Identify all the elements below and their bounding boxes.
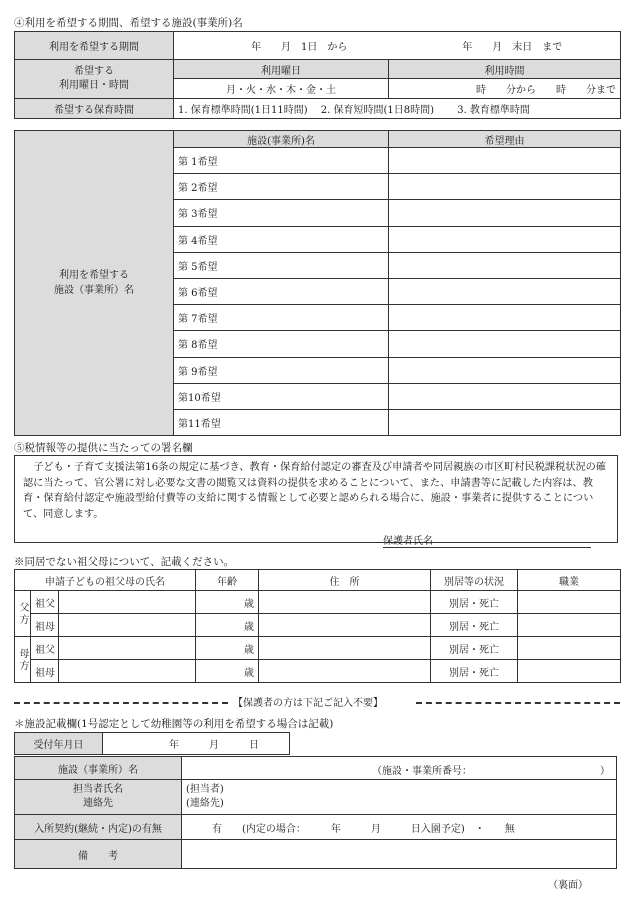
divider-label: 【保護者の方は下記ご記入不要】 <box>231 694 385 709</box>
hours-header: 利用時間 <box>389 60 621 79</box>
facility-info-table <box>14 756 617 869</box>
received-label: 受付年月日 <box>15 733 103 755</box>
remarks-field[interactable] <box>182 840 617 869</box>
grandmother-label: 祖母 <box>31 614 59 637</box>
name-field[interactable] <box>59 614 196 637</box>
choice-label[interactable]: 第10希望 <box>174 383 389 409</box>
choice-reason-field[interactable] <box>389 357 621 383</box>
choice-reason-field[interactable] <box>389 331 621 357</box>
care-time-options[interactable]: 1. 保育標準時間(1日11時間) 2. 保育短時間(1日8時間) 3. 教育標準時間 <box>174 99 621 119</box>
choice-reason-field[interactable] <box>389 226 621 252</box>
period-to-field[interactable]: 年 月 末日 まで <box>389 32 621 60</box>
days-label: 希望する 利用曜日・時間 <box>15 60 174 99</box>
name-field[interactable] <box>59 591 196 614</box>
header-address: 住 所 <box>259 570 431 591</box>
choice-reason-field[interactable] <box>389 409 621 435</box>
section5-title: ⑤税情報等の提供に当たっての署名欄 <box>14 442 193 454</box>
header-occupation: 職業 <box>518 570 621 591</box>
period-from-field[interactable]: 年 月 1日 から <box>174 32 389 60</box>
reason-header: 希望理由 <box>389 131 621 148</box>
grandmother-label: 祖母 <box>31 660 59 683</box>
grandparents-title: ※同居でない祖父母について、記載ください。 <box>14 556 235 568</box>
choice-reason-field[interactable] <box>389 278 621 304</box>
facility-name-field[interactable] <box>182 757 617 780</box>
received-date-table <box>14 732 290 755</box>
facility-label: 利用を希望する 施設（事業所）名 <box>15 131 174 436</box>
guardian-signature-field[interactable] <box>383 532 591 548</box>
occupation-field[interactable] <box>518 660 621 683</box>
header-age: 年齢 <box>196 570 259 591</box>
occupation-field[interactable] <box>518 614 621 637</box>
divider-line-left <box>14 702 228 704</box>
contract-label: 入所契約(継続・内定)の有無 <box>15 815 182 840</box>
hours-field[interactable]: 時 分から 時 分まで <box>389 79 621 99</box>
mother-side-label: 母方 <box>15 637 31 683</box>
contact-field[interactable]: (担当者) (連絡先) <box>182 780 617 815</box>
period-label: 利用を希望する期間 <box>15 32 174 60</box>
father-side-label: 父方 <box>15 591 31 637</box>
section4-title: ④利用を希望する期間、希望する施設(事業所)名 <box>14 17 243 29</box>
occupation-field[interactable] <box>518 591 621 614</box>
age-field[interactable]: 歳 <box>196 591 259 614</box>
age-field[interactable]: 歳 <box>196 614 259 637</box>
name-field[interactable] <box>59 637 196 660</box>
facility-name-label: 施設（事業所）名 <box>15 757 182 780</box>
choice-reason-field[interactable] <box>389 174 621 200</box>
address-field[interactable] <box>259 614 431 637</box>
table-row <box>15 637 621 660</box>
choice-reason-field[interactable] <box>389 200 621 226</box>
age-field[interactable]: 歳 <box>196 637 259 660</box>
name-field[interactable] <box>59 660 196 683</box>
page-footer: （裏面） <box>548 880 588 891</box>
facility-choice-table <box>14 130 621 436</box>
status-field[interactable]: 別居・死亡 <box>431 660 518 683</box>
occupation-field[interactable] <box>518 637 621 660</box>
choice-reason-field[interactable] <box>389 148 621 174</box>
choice-label[interactable]: 第 5希望 <box>174 252 389 278</box>
choice-reason-field[interactable] <box>389 383 621 409</box>
choice-label[interactable]: 第 8希望 <box>174 331 389 357</box>
signature-label: 保護者氏名 <box>383 536 433 547</box>
consent-box <box>14 455 618 543</box>
header-status: 別居等の状況 <box>431 570 518 591</box>
grandfather-label: 祖父 <box>31 637 59 660</box>
choice-reason-field[interactable] <box>389 305 621 331</box>
facility-name-header: 施設(事業所)名 <box>174 131 389 148</box>
choice-reason-field[interactable] <box>389 252 621 278</box>
weekdays-field[interactable]: 月・火・水・木・金・土 <box>174 79 389 99</box>
contact-label: 担当者氏名 連絡先 <box>15 780 182 815</box>
weekday-header: 利用曜日 <box>174 60 389 79</box>
table-row <box>15 614 621 637</box>
period-table <box>14 31 621 119</box>
choice-label[interactable]: 第 6希望 <box>174 278 389 304</box>
care-time-label: 希望する保育時間 <box>15 99 174 119</box>
status-field[interactable]: 別居・死亡 <box>431 591 518 614</box>
facility-number-label: （施設・事業所番号： <box>372 766 472 777</box>
grandparents-table <box>14 569 621 683</box>
choice-label[interactable]: 第11希望 <box>174 409 389 435</box>
address-field[interactable] <box>259 591 431 614</box>
address-field[interactable] <box>259 660 431 683</box>
header-name: 申請子どもの祖父母の氏名 <box>15 570 196 591</box>
status-field[interactable]: 別居・死亡 <box>431 637 518 660</box>
choice-label[interactable]: 第 2希望 <box>174 174 389 200</box>
table-row <box>15 591 621 614</box>
age-field[interactable]: 歳 <box>196 660 259 683</box>
choice-label[interactable]: 第 9希望 <box>174 357 389 383</box>
status-field[interactable]: 別居・死亡 <box>431 614 518 637</box>
choice-label[interactable]: 第 3希望 <box>174 200 389 226</box>
facility-section-title: ＊施設記載欄(1号認定として幼稚園等の利用を希望する場合は記載) <box>14 718 334 730</box>
table-row <box>15 660 621 683</box>
choice-label[interactable]: 第 7希望 <box>174 305 389 331</box>
remarks-label: 備 考 <box>15 840 182 869</box>
choice-label[interactable]: 第 4希望 <box>174 226 389 252</box>
divider-line-right <box>416 702 620 704</box>
address-field[interactable] <box>259 637 431 660</box>
received-date-field[interactable]: 年 月 日 <box>103 733 290 755</box>
contract-field[interactable]: 有 (内定の場合： 年 月 日入園予定) ・ 無 <box>182 815 617 840</box>
facility-number-close: ） <box>600 766 610 777</box>
consent-text: 子ども・子育て支援法第16条の規定に基づき、教育・保育給付認定の審査及び申請者や同居親族の市区町村民税課税状況の確認に当たって、官公署に対し必要な文書の閲覧又は資料の提供を求めることについて、また、申請書等に記載した内容は、教育・保育給付認定や施設型給付費等の支給に関する情報として必要と認められる場合に、施設・事業者に提供することについて、同意します。 <box>23 462 607 520</box>
grandfather-label: 祖父 <box>31 591 59 614</box>
choice-label[interactable]: 第 1希望 <box>174 148 389 174</box>
